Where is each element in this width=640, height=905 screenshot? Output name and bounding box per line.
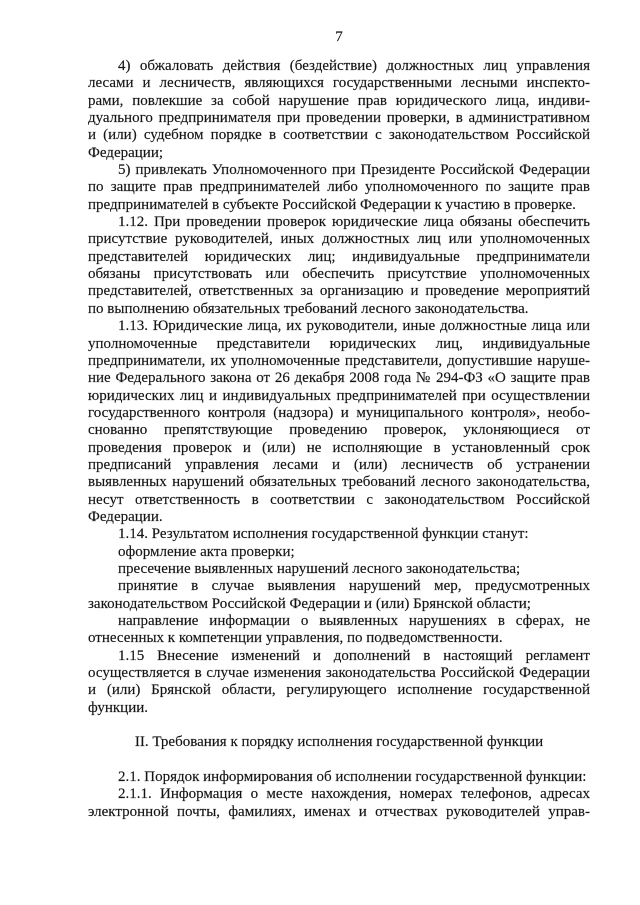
text-line: обязаны присутствовать или обеспечить присутствие уполномоченных [88, 266, 590, 283]
item-4-appeal [88, 58, 590, 162]
text-line: Федерации; [88, 144, 164, 161]
result-item-referral [88, 613, 590, 648]
text-line: представителей, ответственных за организацию и проведение мероприятий [88, 283, 590, 300]
result-item-suppression [88, 561, 590, 578]
text-line: дуального предпринимателя при проведении проверки, в административном [88, 110, 590, 127]
text-line: несут ответственность в соответствии с законодательством Российской [88, 491, 590, 508]
clause-1-13 [88, 318, 590, 526]
text-line: предпринимателей в субъекте Российской Федерации к участию в проверке. [88, 196, 576, 213]
item-5-ombudsman [88, 162, 590, 214]
text-line: присутствие руководителей, иных должностных лиц или уполномоченных [88, 231, 590, 248]
clause-2-1 [88, 769, 590, 786]
clause-1-12 [88, 214, 590, 318]
text-line: 1.14. Результатом исполнения государственной функции станут: [118, 526, 529, 543]
text-line: направление информации о выявленных нарушениях в сферах, не [118, 613, 590, 629]
text-line: законодательством Российской Федерации и (или) Брянской области; [88, 595, 531, 612]
text-line: 2.1. Порядок информирования об исполнении государственной функции: [118, 769, 587, 786]
text-line: осуществляется в случае изменения законодательства Российской Федерации [88, 665, 590, 682]
text-line: юридических лиц и индивидуальных предпринимателей при осуществлении [88, 387, 590, 404]
text-line: по выполнению обязательных требований лесного законодательства. [88, 300, 529, 317]
text-line: проведения проверок и (или) не исполняющие в установленный срок [88, 439, 590, 456]
text-line: лесами и лесничеств, являющихся государственными лесными инспекто- [88, 75, 590, 92]
clause-2-1-1 [88, 786, 590, 821]
result-item-measures [88, 578, 590, 613]
section-i-continued [88, 58, 590, 717]
text-line: 1.12. При проведении проверок юридические лица обязаны обеспечить [118, 214, 590, 231]
section-heading: II. Требования к порядку исполнения государственной функции [134, 734, 544, 751]
text-line: 1.15 Внесение изменений и дополнений в настоящий регламент [118, 647, 590, 664]
text-line: и (или) Брянской области, регулирующего исполнение государственной [88, 682, 590, 699]
text-line: 4) обжаловать действия (бездействие) должностных лиц управления [118, 58, 590, 74]
text-line: Федерации. [88, 508, 163, 525]
text-line: государственного контроля (надзора) и муниципального контроля», необо- [88, 404, 590, 421]
text-line: функции. [88, 699, 148, 716]
result-item-inspection-act [88, 544, 590, 561]
text-line: предприниматели, их уполномоченные представители, допустившие наруше- [88, 352, 590, 369]
document-body [88, 58, 590, 821]
text-line: 1.13. Юридические лица, их руководители, иные должностные лица или [118, 318, 590, 335]
text-line: ние Федерального закона от 26 декабря 2008 года № 294-ФЗ «О защите прав [88, 370, 590, 387]
text-line: рами, повлекшие за собой нарушение прав юридического лица, индиви- [88, 92, 590, 109]
text-line: представителей юридических лиц; индивидуальные предприниматели [88, 248, 590, 265]
text-line: пресечение выявленных нарушений лесного законодательства; [118, 560, 521, 577]
text-line: 5) привлекать Уполномоченного при Президенте Российской Федерации [118, 162, 590, 179]
text-line: оформление акта проверки; [118, 543, 295, 560]
section-ii [88, 734, 590, 821]
text-line: предписаний управления лесами и (или) лесничеств об устранении [88, 456, 590, 473]
text-line: снованно препятствующие проведению проверок, уклоняющиеся от [88, 422, 590, 439]
text-line: принятие в случае выявления нарушений мер, предусмотренных [118, 578, 590, 595]
text-line: по защите прав предпринимателей либо уполномоченного по защите прав [88, 179, 590, 196]
text-line: выявленных нарушений обязательных требований лесного законодательства, [88, 474, 590, 491]
clause-1-14 [88, 526, 590, 543]
clause-1-15 [88, 648, 590, 717]
text-line: и (или) судебном порядке в соответствии с законодательством Российской [88, 127, 590, 144]
text-line: отнесенных к компетенции управления, по подведомственности. [88, 630, 503, 647]
page-number: 7 [335, 29, 343, 45]
text-line: 2.1.1. Информация о месте нахождения, номерах телефонов, адресах [118, 786, 590, 803]
text-line: уполномоченные представители юридических лиц, индивидуальные [88, 335, 590, 352]
text-line: электронной почты, фамилиях, именах и отчествах руководителей управ- [88, 803, 590, 820]
